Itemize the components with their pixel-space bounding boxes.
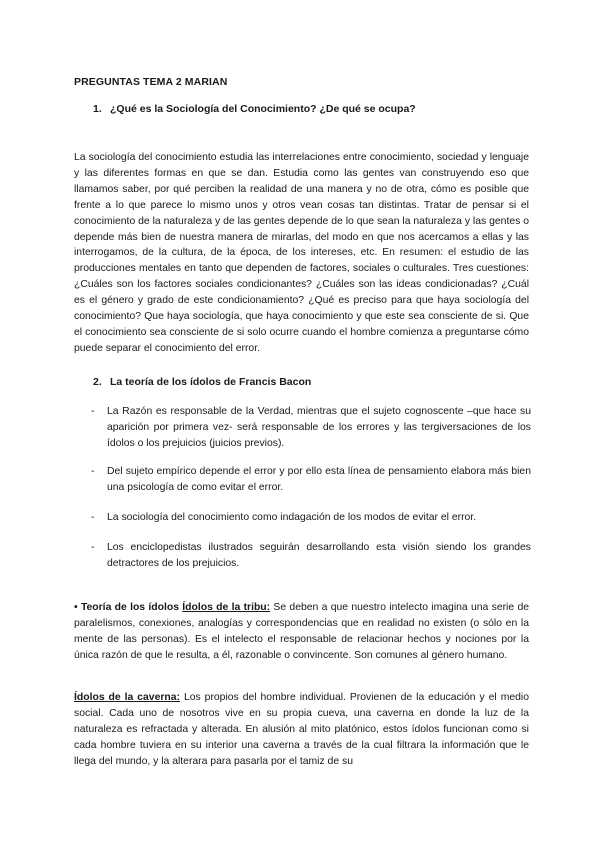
- bullet-dash: -: [91, 406, 95, 417]
- section-1-heading: [93, 103, 416, 115]
- list-item-text: Del sujeto empírico depende el error y por ello esta línea de pensamiento elabora más bien una psicología de como evitar el error.: [107, 466, 531, 493]
- list-item: [91, 464, 531, 496]
- tribu-prefix: • Teoría de los ídolos: [74, 602, 183, 613]
- bullet-dash: -: [91, 466, 95, 477]
- section-2-title: La teoría de los ídolos de Francis Bacon: [110, 376, 312, 388]
- tribu-label: Ídolos de la tribu:: [182, 602, 271, 613]
- paragraph-idolos-tribu: [74, 600, 529, 664]
- bullet-dash: -: [91, 512, 95, 523]
- list-item: [91, 540, 531, 572]
- section-1-title: ¿Qué es la Sociología del Conocimiento? ¿De qué se ocupa?: [110, 103, 416, 115]
- list-item: [91, 404, 531, 452]
- list-item-text: Los enciclopedistas ilustrados seguirán desarrollando esta visión siendo los grandes detractores de los prejuicios.: [107, 542, 531, 569]
- document-title: PREGUNTAS TEMA 2 MARIAN: [74, 76, 228, 88]
- section-2-number: 2.: [93, 376, 102, 388]
- section-1-number: 1.: [93, 103, 102, 115]
- paragraph-sociologia: La sociología del conocimiento estudia las interrelaciones entre conocimiento, sociedad y lenguaje y las diferentes formas en que se dan. Estudia como las gentes van construyendo eso que llamamos saber, por qué perciben la realidad de una manera y no de otra, cómo es posible que frente a lo que parece lo mismo unos y otros vean cosas tan distintas. Tratar de pensar si el conocimiento de la naturaleza y de las gentes depende de lo que sean la naturaleza y las gentes o depende más bien de nuestra manera de mirarlas, del modo en que nos acercamos a ellas y las interrogamos, de la cultura, de la época, de los intereses, etc. En resumen: el estudio de las producciones mentales en tanto que dependen de factores, sociales o culturales. Tres cuestiones: ¿Cuáles son los factores sociales condicionantes? ¿Cuáles son las ideas condicionadas? ¿Cuál es el género y grado de este condicionamiento? ¿Qué es preciso para que haya sociología del conocimiento? Que haya sociología, que haya conocimiento y que este sea consciente de si. Que el conocimiento sea consciente de si solo ocurre cuando el hombre comienza a preguntarse cómo puede separar el conocimiento del error.: [74, 152, 529, 354]
- section-2-heading: [93, 376, 311, 388]
- list-item-text: La Razón es responsable de la Verdad, mientras que el sujeto cognoscente –que hace su aparición por primera vez- será responsable de los errores y las tergiversaciones de los ídolos o los prejuicios (juicios previos).: [107, 406, 531, 449]
- caverna-label: Ídolos de la caverna:: [74, 692, 180, 703]
- bullet-dash: -: [91, 542, 95, 553]
- list-item: [91, 510, 531, 526]
- paragraph-idolos-caverna: [74, 690, 529, 770]
- list-item-text: La sociología del conocimiento como indagación de los modos de evitar el error.: [107, 512, 477, 523]
- tribu-text: Se deben a que nuestro intelecto imagina una serie de paralelismos, conexiones, analogías y correspondencias que en realidad no existen (o sólo en la mente de las personas). Es el intelecto el responsable de relacionar hechos y nociones por la única razón de que le resulta, a él, razonable o convincente. Son comunes al género humano.: [74, 602, 530, 661]
- caverna-text: Los propios del hombre individual. Provienen de la educación y el medio social. Cada uno de nosotros vive en su propia cueva, una caverna en donde la luz de la naturaleza es refractada y alterada. En alusión al mito platónico, estos ídolos funcionan como si cada hombre tuviera en su interior una caverna a través de la cual filtrara la información que le llega del mundo, y la alterara para pasarla por el tamiz de su: [74, 692, 529, 767]
